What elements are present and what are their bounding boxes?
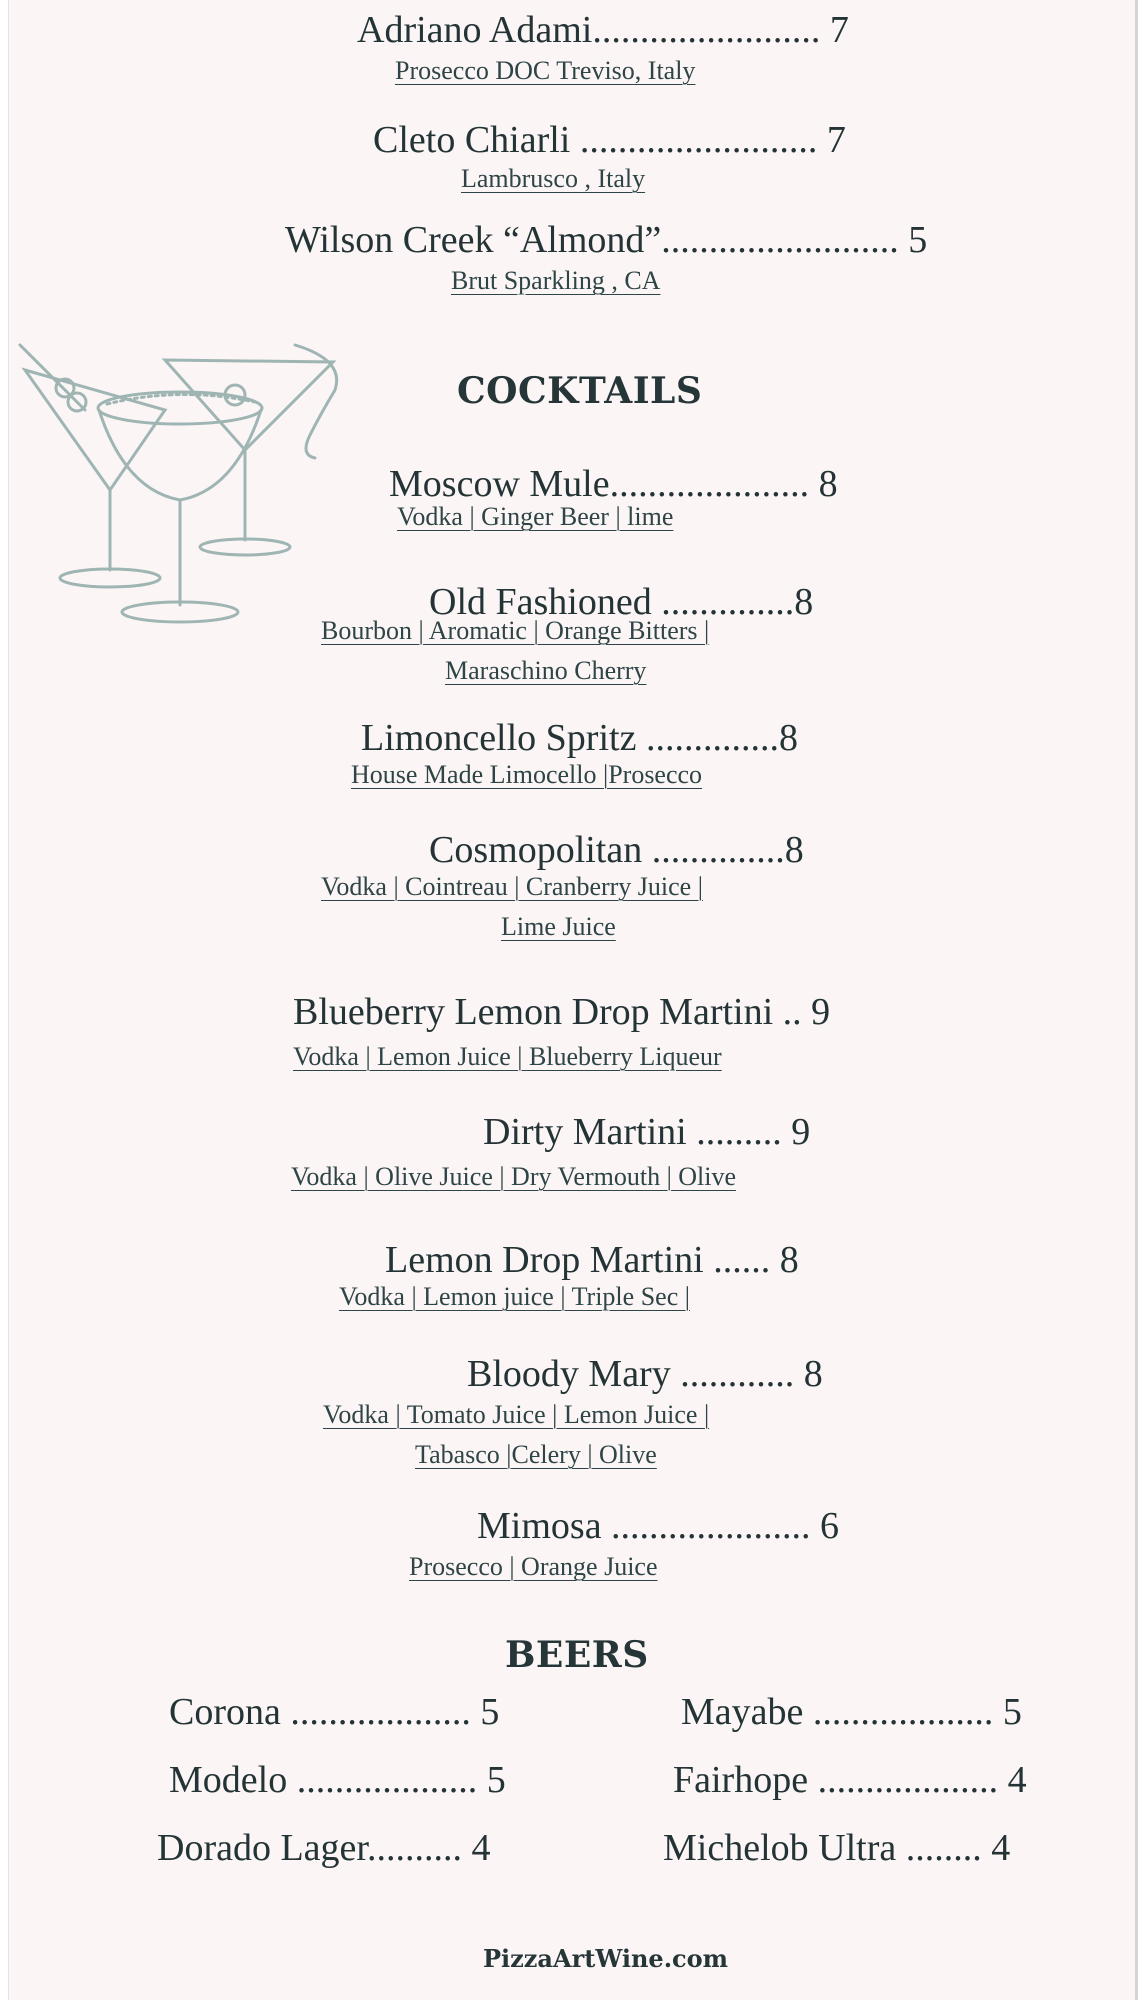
beer-corona: Corona ................... 5 xyxy=(169,1691,500,1733)
wine-wilson-creek-desc: Brut Sparkling , CA xyxy=(451,266,661,295)
cocktail-lemon-drop-martini-desc: Vodka | Lemon juice | Triple Sec | xyxy=(339,1282,690,1311)
cocktail-limoncello-spritz: Limoncello Spritz ..............8 xyxy=(361,717,798,759)
cocktail-lemon-drop-martini: Lemon Drop Martini ...... 8 xyxy=(385,1239,799,1281)
wine-adriano-adami: Adriano Adami........................ 7 xyxy=(357,9,849,51)
cocktail-bloody-mary: Bloody Mary ............ 8 xyxy=(467,1353,823,1395)
website-link[interactable]: PizzaArtWine.com xyxy=(483,1944,729,1973)
cocktail-dirty-martini-desc: Vodka | Olive Juice | Dry Vermouth | Olive xyxy=(291,1162,737,1191)
beer-modelo: Modelo ................... 5 xyxy=(169,1759,506,1801)
cocktail-bloody-mary-desc-1: Vodka | Tomato Juice | Lemon Juice | xyxy=(323,1400,710,1429)
cocktail-moscow-mule: Moscow Mule..................... 8 xyxy=(389,463,838,505)
menu-page xyxy=(8,0,1138,2000)
wine-wilson-creek: Wilson Creek “Almond”......................... 5 xyxy=(285,219,928,261)
beer-fairhope: Fairhope ................... 4 xyxy=(673,1759,1027,1801)
cocktail-blueberry-lemon-drop-desc: Vodka | Lemon Juice | Blueberry Liqueur xyxy=(293,1042,722,1071)
wine-adriano-adami-desc: Prosecco DOC Treviso, Italy xyxy=(395,56,696,85)
cocktail-cosmopolitan-desc-2: Lime Juice xyxy=(501,912,616,941)
beers-heading: BEERS xyxy=(505,1634,649,1676)
wine-cleto-chiarli-desc: Lambrusco , Italy xyxy=(461,164,646,193)
cocktail-limoncello-spritz-desc: House Made Limocello |Prosecco xyxy=(351,760,703,789)
cocktail-old-fashioned: Old Fashioned ..............8 xyxy=(429,581,814,623)
wine-cleto-chiarli: Cleto Chiarli ......................... 7 xyxy=(373,119,846,161)
cocktail-mimosa: Mimosa ..................... 6 xyxy=(477,1505,840,1547)
cocktail-cosmopolitan-desc-1: Vodka | Cointreau | Cranberry Juice | xyxy=(321,872,703,901)
cocktail-glasses-icon xyxy=(15,340,345,630)
cocktail-old-fashioned-desc-1: Bourbon | Aromatic | Orange Bitters | xyxy=(321,616,710,645)
cocktails-heading: COCKTAILS xyxy=(457,370,703,412)
cocktail-bloody-mary-desc-2: Tabasco |Celery | Olive xyxy=(415,1440,657,1469)
cocktail-old-fashioned-desc-2: Maraschino Cherry xyxy=(445,656,647,685)
cocktail-mimosa-desc: Prosecco | Orange Juice xyxy=(409,1552,658,1581)
cocktail-dirty-martini: Dirty Martini ......... 9 xyxy=(483,1111,811,1153)
beer-mayabe: Mayabe ................... 5 xyxy=(681,1691,1022,1733)
cocktail-moscow-mule-desc: Vodka | Ginger Beer | lime xyxy=(397,502,674,531)
beer-dorado-lager: Dorado Lager.......... 4 xyxy=(157,1827,491,1869)
cocktail-cosmopolitan: Cosmopolitan ..............8 xyxy=(429,829,804,871)
cocktail-blueberry-lemon-drop: Blueberry Lemon Drop Martini .. 9 xyxy=(293,991,831,1033)
beer-michelob-ultra: Michelob Ultra ........ 4 xyxy=(663,1827,1011,1869)
